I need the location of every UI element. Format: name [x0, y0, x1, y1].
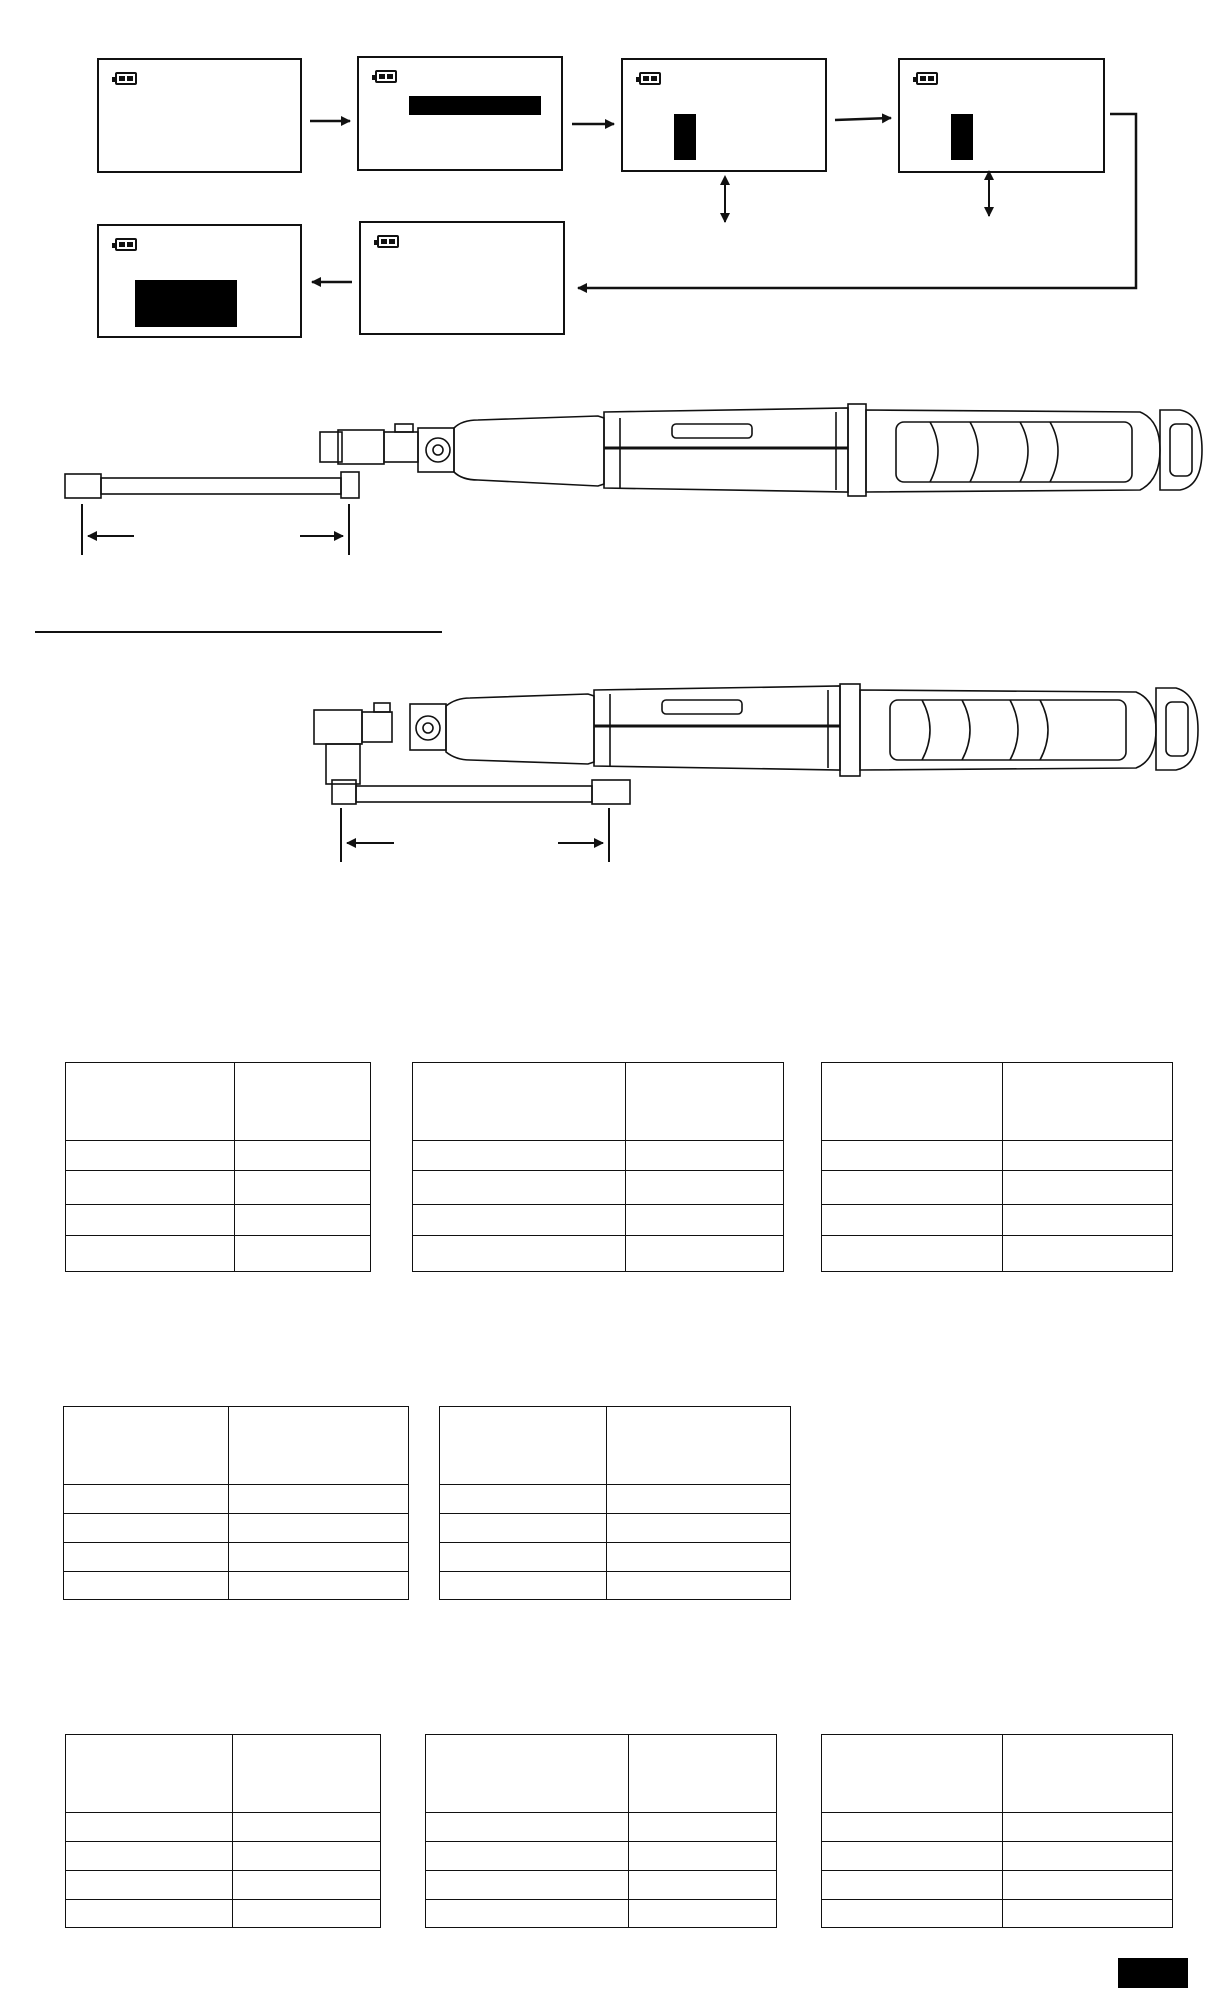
spec-table-2a	[63, 1406, 409, 1600]
spec-table-2b	[439, 1406, 791, 1600]
spec-table-1c	[821, 1062, 1173, 1272]
spec-table-3c	[821, 1734, 1173, 1928]
arrow-right-icon	[835, 118, 891, 120]
torque-wrench-icon	[314, 684, 1198, 784]
torque-wrench-icon	[320, 404, 1202, 496]
connector-arrow	[578, 114, 1136, 288]
page-number-box	[1118, 1958, 1188, 1988]
spec-table-3b	[425, 1734, 777, 1928]
dimension-arrow-icon	[82, 504, 349, 555]
extension-bar-icon	[65, 472, 359, 498]
spec-table-3a	[65, 1734, 381, 1928]
spec-table-1a	[65, 1062, 371, 1272]
dimension-arrow-icon	[341, 808, 609, 862]
extension-bar-icon	[332, 780, 630, 804]
spec-table-1b	[412, 1062, 784, 1272]
